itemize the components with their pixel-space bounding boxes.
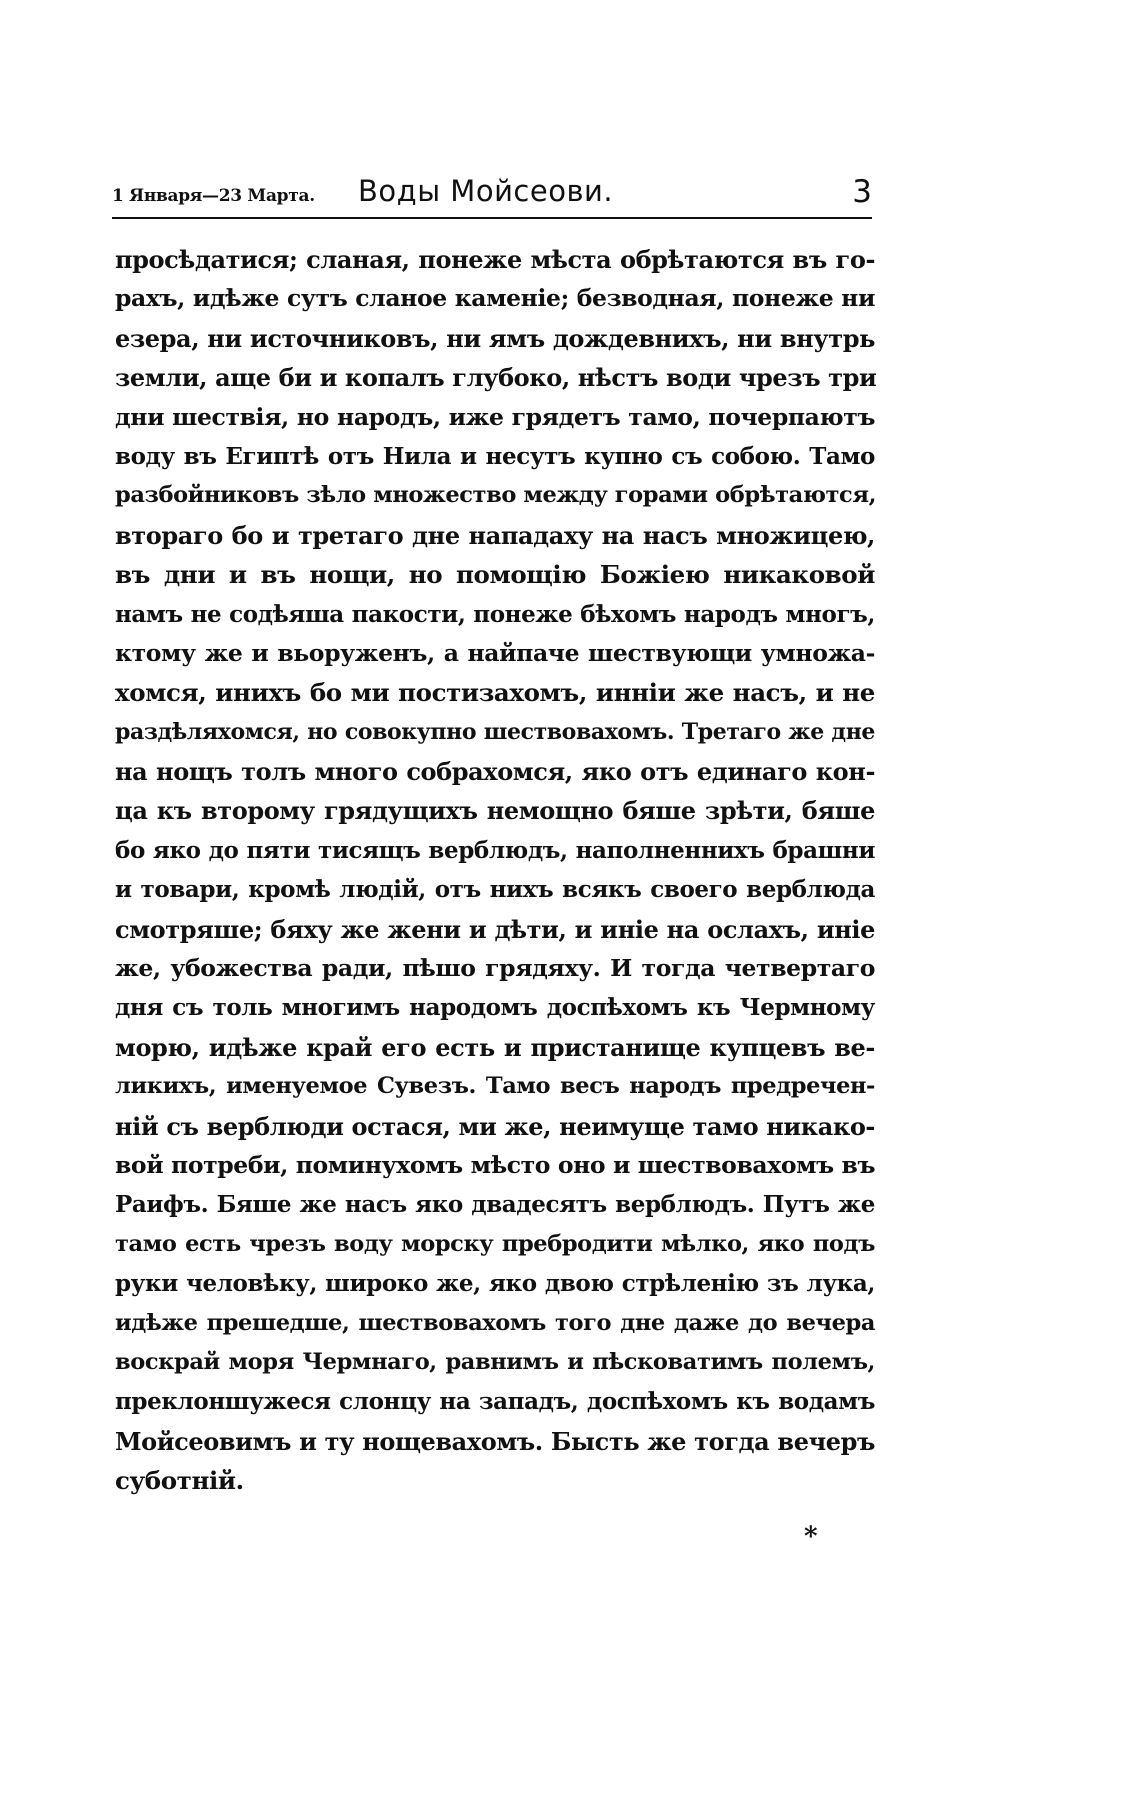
text-line: намъ не содѣяша пакости, понеже бѣхомъ народъ многъ,	[115, 600, 875, 628]
text-line: ктому же и вьоруженъ, а найпаче шествующи умножа-	[115, 638, 875, 667]
header-rule	[112, 217, 872, 219]
text-line: втораго бо и третаго дне нападаху на насъ множицею,	[115, 520, 875, 550]
text-line: ца къ второму грядущихъ немощно бяше зрѣти, бяше	[115, 796, 875, 826]
text-line: бо яко до пяти тисящъ верблюдъ, наполненнихъ брашни	[115, 836, 875, 864]
text-line: дни шествія, но народъ, иже грядетъ тамо, почерпаютъ	[115, 402, 875, 431]
text-line: идѣже прешедше, шествовахомъ того дне даже до вечера	[115, 1309, 875, 1336]
text-line: раздѣляхомся, но совокупно шествовахомъ. Третаго же дне	[115, 718, 875, 745]
text-line: ній съ верблюди остася, ми же, неимуще тамо никако-	[115, 1111, 875, 1141]
text-line: дня съ толь многимъ народомъ доспѣхомъ къ Чермному	[115, 994, 875, 1022]
text-line: же, убожества ради, пѣшо грядяху. И тогда четвертаго	[115, 954, 875, 983]
text-line: воскрай моря Чермнаго, равнимъ и пѣсковатимъ полемъ,	[115, 1348, 875, 1375]
text-line: вой потреби, поминухомъ мѣсто оно и шествовахомъ въ	[115, 1150, 876, 1179]
text-line: тамо есть чрезъ воду морску пребродити мѣлко, яко подъ	[115, 1230, 875, 1257]
text-line: Мойсеовимъ и ту нощевахомъ. Бысть же тогда вечеръ	[115, 1426, 875, 1456]
text-line: руки человѣку, широко же, яко двою стрѣленію зъ лука,	[115, 1270, 875, 1298]
running-header	[112, 168, 872, 208]
text-line-last: суботній.	[115, 1466, 244, 1496]
section-end-asterisk: *	[804, 1522, 818, 1552]
text-line: рахъ, идѣже сутъ сланое каменіе; безводная, понеже ни	[115, 284, 875, 313]
text-line: на нощъ толъ много собрахомся, яко отъ единаго кон-	[115, 757, 875, 787]
text-line: земли, аще би и копалъ глубоко, нѣстъ води чрезъ три	[115, 363, 877, 393]
page-title: Воды Мойсеови.	[358, 174, 614, 208]
page-number: 3	[852, 174, 872, 210]
text-line: смотряше; бяху же жени и дѣти, и иніе на ослахъ, иніе	[115, 914, 875, 944]
text-line: воду въ Египтѣ отъ Нила и несутъ купно съ собою. Тамо	[115, 442, 875, 470]
text-line: морю, идѣже край его есть и пристанище купцевъ ве-	[115, 1032, 875, 1062]
body-text	[115, 240, 875, 1501]
text-line: въ дни и въ нощи, но помощію Божіею никаковой	[115, 560, 875, 590]
text-line: преклоншужеся слонцу на западъ, доспѣхомъ къ водамъ	[115, 1388, 875, 1416]
text-line: разбойниковъ зѣло множество между горами обрѣтаются,	[115, 482, 877, 509]
text-line: езера, ни источниковъ, ни ямъ дождевнихъ, ни внутрь	[115, 323, 875, 353]
text-line: Раифъ. Бяше же насъ яко двадесятъ верблюдъ. Путъ же	[115, 1191, 875, 1219]
header-date-range: 1 Января—23 Марта.	[112, 186, 315, 206]
text-line: хомся, инихъ бо ми постизахомъ, инніи же насъ, и не	[115, 678, 875, 708]
text-line: ликихъ, именуемое Сувезъ. Тамо весъ народъ предречен-	[115, 1073, 875, 1100]
text-line: просѣдатися; сланая, понеже мѣста обрѣтаются въ го-	[115, 245, 875, 274]
text-line: и товари, кромѣ людій, отъ нихъ всякъ своего верблюда	[115, 876, 875, 904]
